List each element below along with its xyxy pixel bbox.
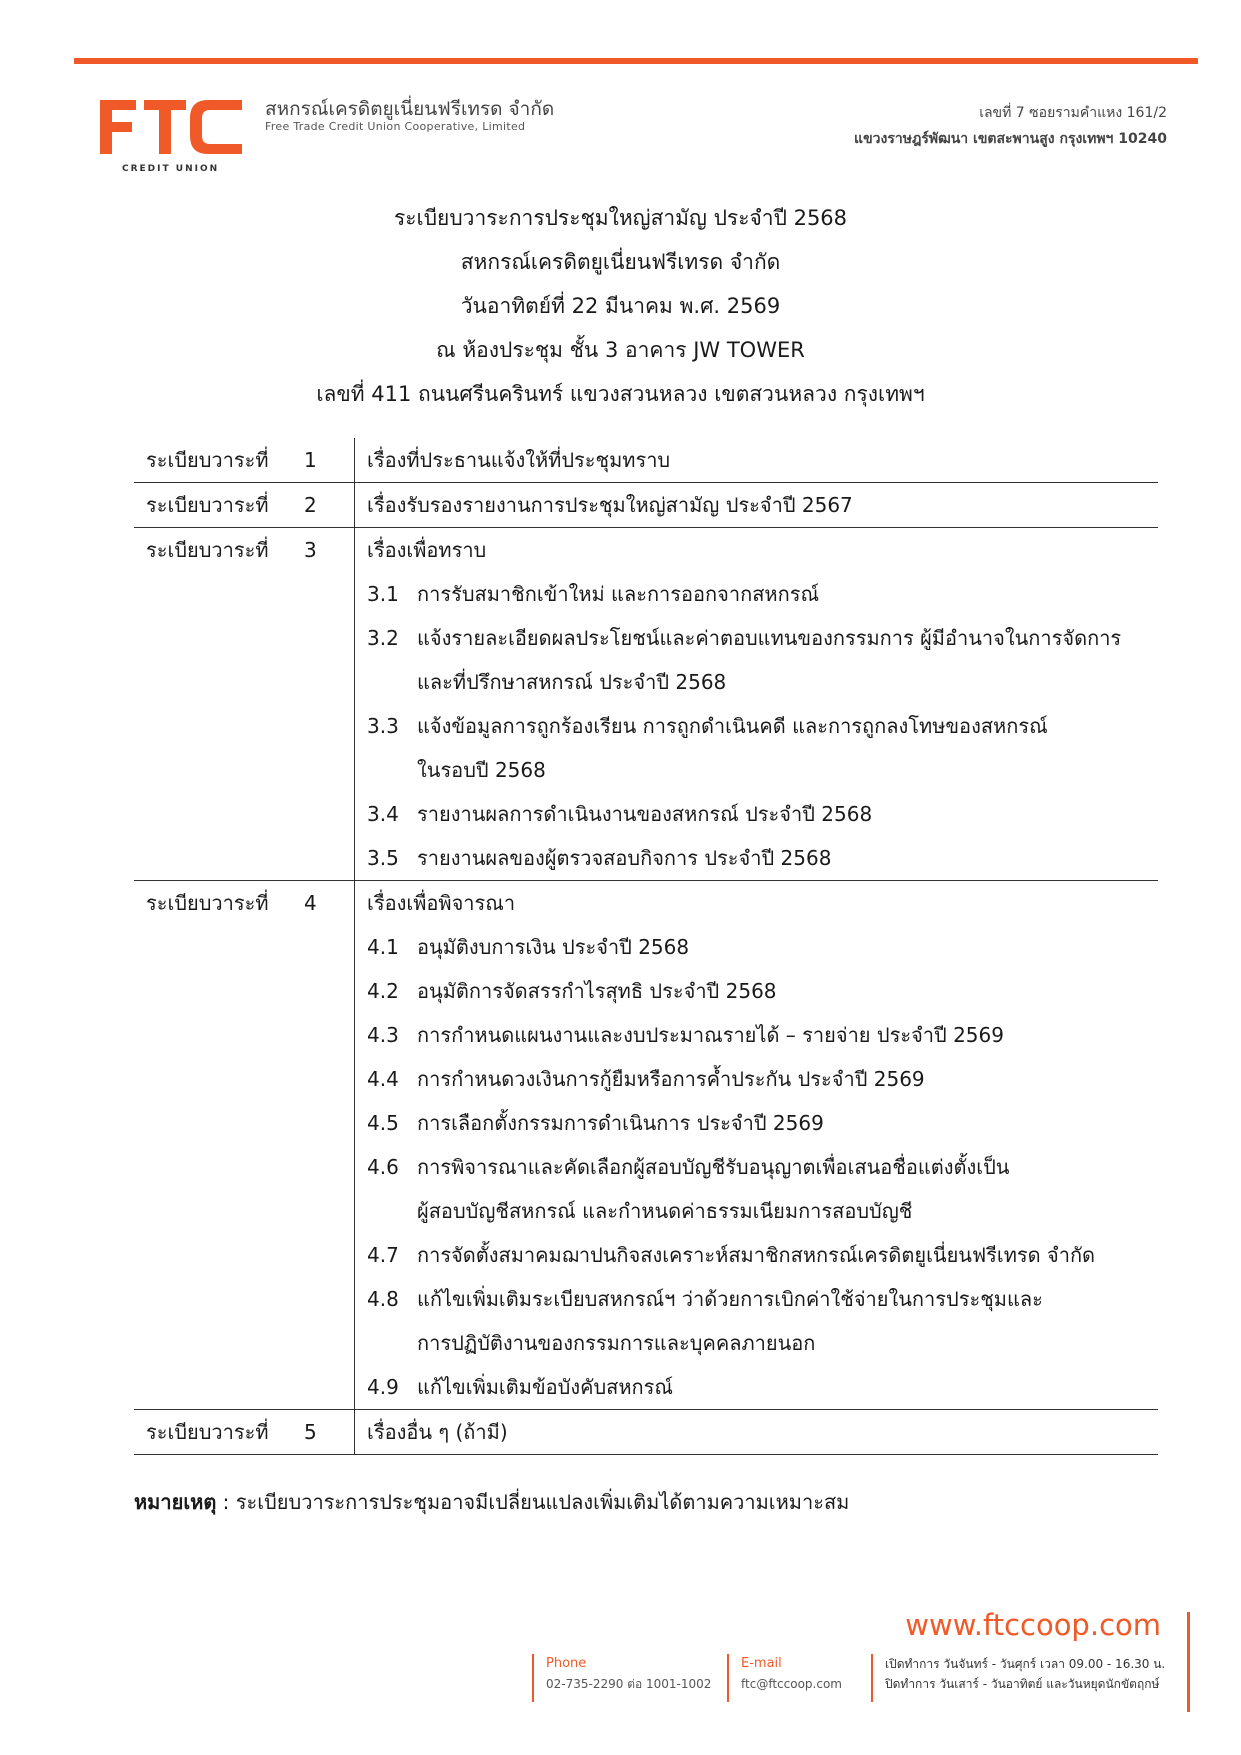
subitem-number: 4.5	[367, 1111, 399, 1135]
heading-organization: สหกรณ์เครดิตยูเนี่ยนฟรีเทรด จำกัด	[460, 250, 781, 274]
subitem-text: การเลือกตั้งกรรมการดำเนินการ ประจำปี 2569	[417, 1111, 824, 1135]
agenda-row	[134, 438, 1158, 483]
footer-email	[727, 1654, 842, 1702]
agenda-label-cell	[134, 483, 354, 527]
subitem-number: 3.3	[367, 714, 399, 738]
footer-hours	[871, 1654, 1165, 1702]
email-label: E-mail	[741, 1656, 782, 1671]
agenda-subitem	[367, 1277, 1158, 1321]
footnote-text: : ระเบียบวาระการประชุมอาจมีเปลี่ยนแปลงเพิ่มเติมได้ตามความเหมาะสม	[216, 1490, 850, 1514]
subitem-number: 4.8	[367, 1287, 399, 1311]
agenda-label-cell	[134, 528, 354, 880]
hours-open: เปิดทำการ วันจันทร์ - วันศุกร์ เวลา 09.00 - 16.30 น.	[885, 1657, 1166, 1671]
agenda-subitem	[367, 792, 1158, 836]
hours-closed: ปิดทำการ วันเสาร์ - วันอาทิตย์ และวันหยุดนักขัตฤกษ์	[885, 1677, 1160, 1691]
ftc-logo-icon	[98, 96, 244, 158]
subitem-text: แก้ไขเพิ่มเติมข้อบังคับสหกรณ์	[417, 1375, 673, 1399]
agenda-number: 4	[304, 891, 317, 915]
subitem-number: 4.1	[367, 935, 399, 959]
subitem-number: 4.4	[367, 1067, 399, 1091]
agenda-subitem	[367, 925, 1158, 969]
subitem-text: แก้ไขเพิ่มเติมระเบียบสหกรณ์ฯ ว่าด้วยการเบิกค่าใช้จ่ายในการประชุมและ	[417, 1287, 1043, 1311]
subitem-text: รายงานผลการดำเนินงานของสหกรณ์ ประจำปี 2568	[417, 802, 873, 826]
agenda-number: 1	[304, 448, 317, 472]
subitem-number: 3.2	[367, 626, 399, 650]
address-line-1: เลขที่ 7 ซอยรามคำแหง 161/2	[979, 105, 1167, 121]
agenda-subitem	[367, 1321, 1158, 1365]
agenda-label: ระเบียบวาระที่	[146, 448, 269, 472]
agenda-number: 3	[304, 538, 317, 562]
footer-accent-bar	[1187, 1612, 1190, 1712]
subitem-text: รายงานผลของผู้ตรวจสอบกิจการ ประจำปี 2568	[417, 846, 832, 870]
subitem-text: การจัดตั้งสมาคมฌาปนกิจสงเคราะห์สมาชิกสหกรณ์เครดิตยูเนี่ยนฟรีเทรด จำกัด	[417, 1243, 1096, 1267]
subitem-text: แจ้งข้อมูลการถูกร้องเรียน การถูกดำเนินคดี และการถูกลงโทษของสหกรณ์	[417, 714, 1048, 738]
agenda-label: ระเบียบวาระที่	[146, 891, 269, 915]
email-address[interactable]: ftc@ftccoop.com	[741, 1677, 842, 1691]
footer-phone	[532, 1654, 711, 1702]
footnote	[134, 1480, 849, 1524]
document-heading	[0, 196, 1241, 416]
logo-subtext: CREDIT UNION	[122, 164, 220, 174]
subitem-text: การพิจารณาและคัดเลือกผู้สอบบัญชีรับอนุญาตเพื่อเสนอชื่อแต่งตั้งเป็น	[417, 1155, 1010, 1179]
agenda-content-cell	[354, 1410, 1158, 1454]
agenda-subitem	[367, 616, 1158, 660]
subitem-text: การกำหนดแผนงานและงบประมาณรายได้ – รายจ่าย ประจำปี 2569	[417, 1023, 1004, 1047]
agenda-subitem	[367, 704, 1158, 748]
agenda-content-cell	[354, 483, 1158, 527]
agenda-table	[134, 438, 1158, 1455]
agenda-number: 5	[304, 1420, 317, 1444]
agenda-label-cell	[134, 438, 354, 482]
agenda-label: ระเบียบวาระที่	[146, 538, 269, 562]
agenda-content-cell	[354, 528, 1158, 880]
subitem-text: ในรอบปี 2568	[417, 758, 546, 782]
subitem-text: การกำหนดวงเงินการกู้ยืมหรือการค้ำประกัน ประจำปี 2569	[417, 1067, 925, 1091]
agenda-subitem	[367, 836, 1158, 880]
agenda-subitem	[367, 1145, 1158, 1189]
agenda-subitem	[367, 1365, 1158, 1409]
agenda-subitem	[367, 1057, 1158, 1101]
agenda-subitem	[367, 572, 1158, 616]
agenda-row	[134, 881, 1158, 1410]
subitem-text: การปฏิบัติงานของกรรมการและบุคคลภายนอก	[417, 1331, 816, 1355]
agenda-subitem	[367, 969, 1158, 1013]
agenda-title: เรื่องที่ประธานแจ้งให้ที่ประชุมทราบ	[367, 448, 671, 472]
agenda-label-cell	[134, 1410, 354, 1454]
agenda-title: เรื่องรับรองรายงานการประชุมใหญ่สามัญ ประจำปี 2567	[367, 493, 853, 517]
heading-title: ระเบียบวาระการประชุมใหญ่สามัญ ประจำปี 2568	[393, 206, 848, 230]
agenda-number: 2	[304, 493, 317, 517]
agenda-content-cell	[354, 438, 1158, 482]
subitem-text: อนุมัติการจัดสรรกำไรสุทธิ ประจำปี 2568	[417, 979, 777, 1003]
agenda-subitem	[367, 1013, 1158, 1057]
subitem-number: 3.4	[367, 802, 399, 826]
agenda-title: เรื่องอื่น ๆ (ถ้ามี)	[367, 1420, 508, 1444]
subitem-number: 4.6	[367, 1155, 399, 1179]
agenda-label: ระเบียบวาระที่	[146, 493, 269, 517]
subitem-text: แจ้งรายละเอียดผลประโยชน์และค่าตอบแทนของกรรมการ ผู้มีอำนาจในการจัดการ	[417, 626, 1122, 650]
phone-number: 02-735-2290 ต่อ 1001-1002	[546, 1677, 712, 1691]
phone-label: Phone	[546, 1656, 587, 1671]
agenda-title: เรื่องเพื่อทราบ	[367, 538, 487, 562]
ftc-logo	[98, 96, 244, 178]
website-link[interactable]: www.ftccoop.com	[905, 1608, 1161, 1642]
agenda-subitem	[367, 660, 1158, 704]
subitem-number: 3.1	[367, 582, 399, 606]
subitem-text: อนุมัติงบการเงิน ประจำปี 2568	[417, 935, 690, 959]
subitem-number: 4.3	[367, 1023, 399, 1047]
subitem-text: ผู้สอบบัญชีสหกรณ์ และกำหนดค่าธรรมเนียมการสอบบัญชี	[417, 1199, 913, 1223]
agenda-content-cell	[354, 881, 1158, 1409]
org-name-english: Free Trade Credit Union Cooperative, Limited	[265, 120, 526, 133]
header-accent-bar	[74, 58, 1198, 64]
agenda-subitem	[367, 1233, 1158, 1277]
agenda-label: ระเบียบวาระที่	[146, 1420, 269, 1444]
agenda-row	[134, 1410, 1158, 1455]
agenda-subitem	[367, 1101, 1158, 1145]
address-block	[854, 100, 1167, 152]
agenda-row	[134, 483, 1158, 528]
agenda-subitem	[367, 1189, 1158, 1233]
subitem-number: 3.5	[367, 846, 399, 870]
subitem-number: 4.7	[367, 1243, 399, 1267]
org-name-thai: สหกรณ์เครดิตยูเนี่ยนฟรีเทรด จำกัด	[265, 98, 555, 120]
address-line-2: แขวงราษฎร์พัฒนา เขตสะพานสูง กรุงเทพฯ 10240	[854, 131, 1167, 147]
subitem-text: และที่ปรึกษาสหกรณ์ ประจำปี 2568	[417, 670, 727, 694]
heading-venue: ณ ห้องประชุม ชั้น 3 อาคาร JW TOWER	[436, 338, 805, 362]
agenda-subitem	[367, 748, 1158, 792]
heading-date: วันอาทิตย์ที่ 22 มีนาคม พ.ศ. 2569	[460, 294, 781, 318]
agenda-label-cell	[134, 881, 354, 1409]
subitem-number: 4.9	[367, 1375, 399, 1399]
footnote-label: หมายเหตุ	[134, 1490, 217, 1514]
subitem-number: 4.2	[367, 979, 399, 1003]
agenda-row	[134, 528, 1158, 881]
agenda-title: เรื่องเพื่อพิจารณา	[367, 891, 516, 915]
heading-venue-address: เลขที่ 411 ถนนศรีนครินทร์ แขวงสวนหลวง เขตสวนหลวง กรุงเทพฯ	[316, 382, 925, 406]
subitem-text: การรับสมาชิกเข้าใหม่ และการออกจากสหกรณ์	[417, 582, 820, 606]
